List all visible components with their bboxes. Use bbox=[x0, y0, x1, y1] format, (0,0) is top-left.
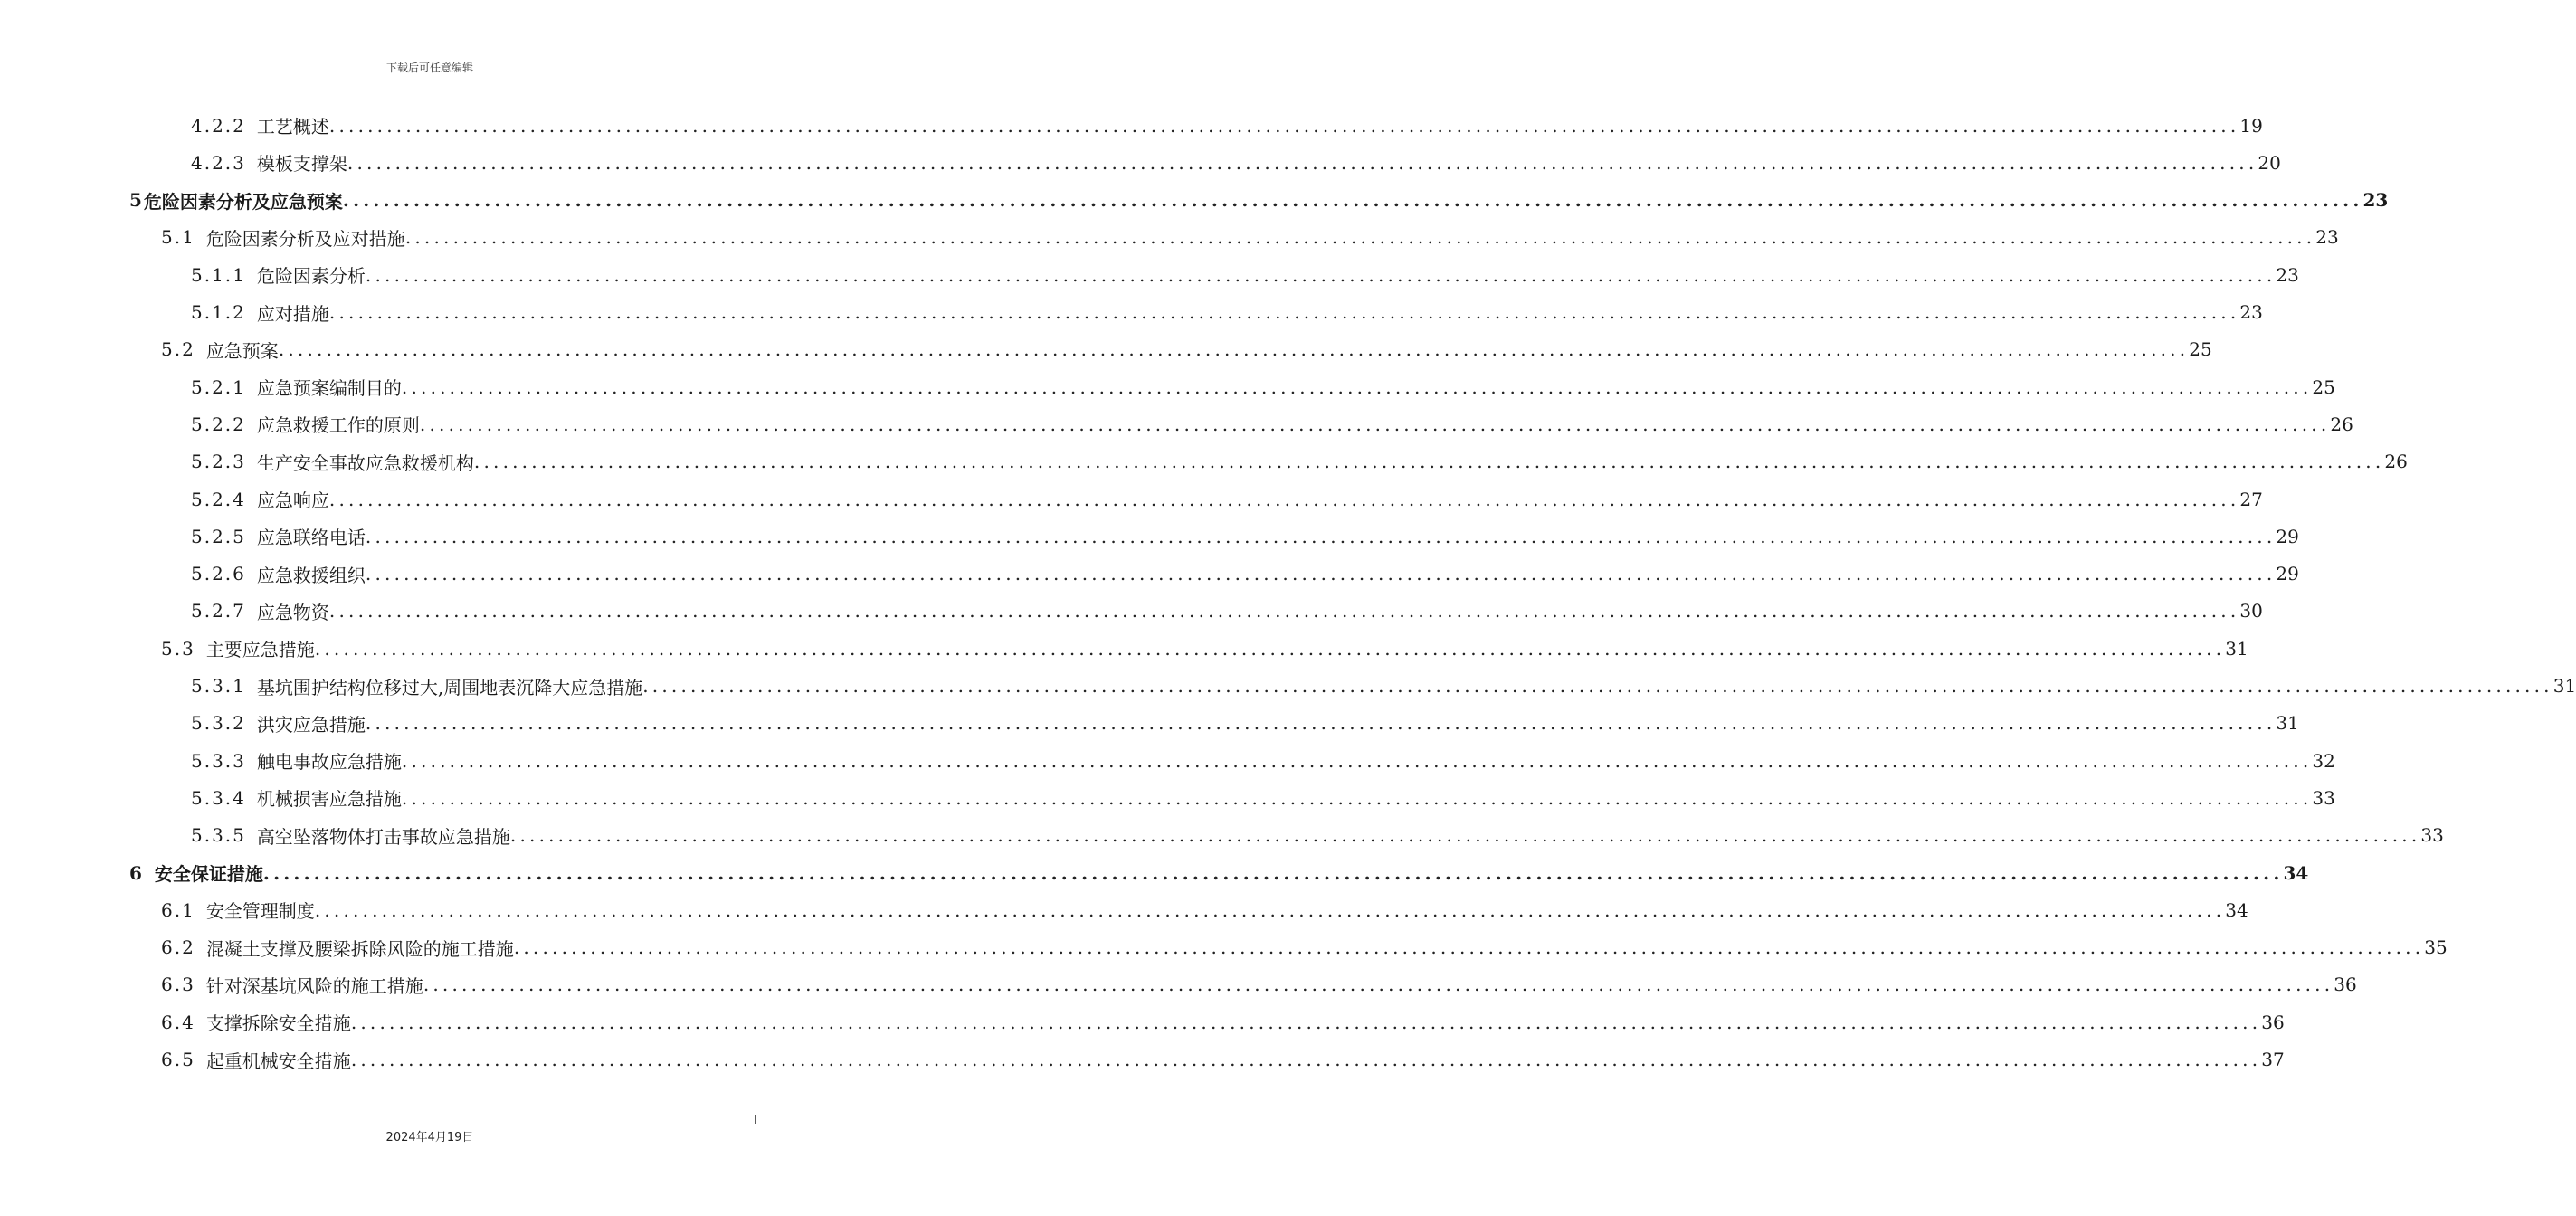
toc-entry[interactable] bbox=[191, 294, 2263, 331]
toc-dot-leader: ........................................................................................................................................................................................................ bbox=[401, 375, 2313, 398]
toc-entry[interactable] bbox=[191, 817, 2444, 854]
toc-entry[interactable] bbox=[161, 630, 2248, 667]
toc-dot-leader: ........................................................................................................................................................................................................ bbox=[328, 488, 2240, 510]
toc-entry-number: 6.3 bbox=[161, 974, 195, 996]
toc-entry-page: 31 bbox=[2225, 637, 2248, 660]
toc-dot-leader: ........................................................................................................................................................................................................ bbox=[473, 451, 2385, 473]
toc-entry-page: 35 bbox=[2424, 936, 2448, 959]
toc-entry-title: 主要应急措施 bbox=[205, 639, 315, 661]
toc-entry-number: 6.1 bbox=[161, 898, 195, 921]
toc-entry-title: 基坑围护结构位移过大,周围地表沉降大应急措施 bbox=[256, 676, 643, 698]
toc-entry-title: 应急救援组织 bbox=[256, 564, 366, 586]
toc-entry-title: 模板支撑架 bbox=[256, 153, 347, 176]
toc-entry-title: 应急预案 bbox=[205, 339, 279, 362]
toc-entry-title: 混凝土支撑及腰梁拆除风险的施工措施 bbox=[205, 937, 514, 960]
toc-entry-number: 5.3.4 bbox=[191, 786, 246, 809]
toc-entry[interactable] bbox=[191, 480, 2263, 518]
toc-dot-leader: ........................................................................................................................................................................................................ bbox=[314, 898, 2226, 921]
toc-entry-number: 4.2.3 bbox=[191, 151, 246, 174]
toc-entry[interactable] bbox=[191, 405, 2353, 442]
toc-entry-number: 5.2.7 bbox=[191, 600, 246, 622]
toc-entry-number: 6 bbox=[129, 861, 142, 884]
toc-entry[interactable] bbox=[161, 966, 2357, 1003]
toc-entry[interactable] bbox=[191, 518, 2299, 555]
toc-entry-title: 高空坠落物体打击事故应急措施 bbox=[256, 825, 510, 848]
toc-entry-page: 29 bbox=[2276, 563, 2299, 585]
toc-entry[interactable] bbox=[161, 929, 2448, 966]
toc-entry[interactable] bbox=[191, 144, 2281, 181]
toc-entry-page: 32 bbox=[2312, 749, 2335, 772]
toc-entry-page: 31 bbox=[2276, 712, 2299, 735]
toc-entry-page: 30 bbox=[2239, 600, 2263, 622]
toc-entry-page: 26 bbox=[2384, 451, 2408, 473]
toc-entry[interactable] bbox=[191, 443, 2408, 480]
toc-dot-leader: ........................................................................................................................................................................................................ bbox=[314, 637, 2226, 660]
toc-entry-number: 5.2.5 bbox=[191, 525, 246, 547]
page-number: I bbox=[754, 1114, 757, 1127]
toc-entry[interactable] bbox=[161, 1041, 2285, 1078]
toc-entry-page: 36 bbox=[2261, 1011, 2285, 1033]
toc-entry-title: 生产安全事故应急救援机构 bbox=[256, 451, 474, 474]
toc-dot-leader: ........................................................................................................................................................................................................ bbox=[342, 189, 2363, 212]
toc-entry[interactable] bbox=[161, 891, 2248, 928]
toc-dot-leader: ........................................................................................................................................................................................................ bbox=[509, 824, 2421, 847]
toc-dot-leader: ........................................................................................................................................................................................................ bbox=[365, 563, 2277, 585]
toc-entry[interactable] bbox=[161, 1003, 2285, 1040]
toc-entry-page: 23 bbox=[2315, 226, 2339, 249]
toc-entry-page: 26 bbox=[2330, 413, 2353, 435]
toc-entry-number: 5.3.1 bbox=[191, 675, 246, 697]
toc-entry-page: 37 bbox=[2261, 1049, 2285, 1070]
toc-entry-number: 5.1 bbox=[161, 226, 195, 249]
toc-entry-number: 6.2 bbox=[161, 936, 195, 959]
toc-entry-title: 应急救援工作的原则 bbox=[256, 414, 420, 437]
toc-entry-page: 27 bbox=[2239, 488, 2263, 510]
toc-entry-number: 5.1.1 bbox=[191, 263, 246, 286]
toc-entry-page: 23 bbox=[2362, 189, 2389, 212]
toc-entry-page: 29 bbox=[2276, 525, 2299, 547]
toc-entry-page: 25 bbox=[2189, 338, 2212, 361]
toc-dot-leader: ........................................................................................................................................................................................................ bbox=[365, 263, 2277, 286]
toc-entry-title: 起重机械安全措施 bbox=[205, 1050, 351, 1072]
toc-entry-title: 安全管理制度 bbox=[205, 900, 315, 923]
toc-dot-leader: ........................................................................................................................................................................................................ bbox=[262, 861, 2284, 884]
toc-entry-page: 19 bbox=[2239, 114, 2263, 137]
toc-dot-leader: ........................................................................................................................................................................................................ bbox=[419, 413, 2331, 435]
toc-dot-leader: ........................................................................................................................................................................................................ bbox=[328, 600, 2240, 622]
toc-entry-title: 应急物资 bbox=[256, 601, 329, 623]
toc-entry-page: 34 bbox=[2225, 898, 2248, 921]
toc-entry-page: 33 bbox=[2312, 786, 2335, 809]
toc-entry-title: 应对措施 bbox=[256, 302, 329, 325]
toc-entry[interactable] bbox=[191, 107, 2263, 144]
toc-dot-leader: ........................................................................................................................................................................................................ bbox=[350, 1049, 2262, 1070]
toc-entry[interactable] bbox=[191, 256, 2299, 293]
toc-entry-title: 应急响应 bbox=[256, 489, 329, 511]
toc-entry-title: 工艺概述 bbox=[256, 116, 329, 138]
toc-entry-page: 23 bbox=[2239, 301, 2263, 323]
toc-entry-number: 5.2.2 bbox=[191, 413, 246, 435]
toc-dot-leader: ........................................................................................................................................................................................................ bbox=[328, 114, 2240, 137]
toc-entry-number: 5.3.2 bbox=[191, 712, 246, 735]
toc-dot-leader: ........................................................................................................................................................................................................ bbox=[328, 301, 2240, 323]
toc-entry-title: 触电事故应急措施 bbox=[256, 751, 402, 774]
toc-entry-title: 应急联络电话 bbox=[256, 527, 366, 549]
toc-entry[interactable] bbox=[191, 593, 2263, 630]
toc-dot-leader: ........................................................................................................................................................................................................ bbox=[347, 151, 2258, 174]
toc-entry[interactable] bbox=[191, 779, 2335, 816]
toc-dot-leader: ........................................................................................................................................................................................................ bbox=[350, 1011, 2262, 1033]
toc-entry-number: 5.2.4 bbox=[191, 488, 246, 510]
toc-dot-leader: ........................................................................................................................................................................................................ bbox=[278, 338, 2190, 361]
toc-entry[interactable] bbox=[191, 705, 2299, 742]
toc-entry-number: 5 bbox=[129, 189, 142, 212]
page-footer-date: 2024年4月19日 bbox=[385, 1131, 474, 1145]
toc-entry-page: 36 bbox=[2334, 974, 2357, 996]
toc-entry-number: 6.4 bbox=[161, 1011, 195, 1033]
toc-entry[interactable] bbox=[161, 331, 2212, 368]
toc-entry-page: 33 bbox=[2420, 824, 2444, 847]
toc-entry-title: 机械损害应急措施 bbox=[256, 788, 402, 811]
toc-entry-number: 5.3.3 bbox=[191, 749, 246, 772]
toc-entry-number: 5.2.3 bbox=[191, 451, 246, 473]
toc-entry-title: 危险因素分析及应对措施 bbox=[205, 227, 405, 250]
toc-dot-leader: ........................................................................................................................................................................................................ bbox=[401, 749, 2313, 772]
toc-entry-page: 31 bbox=[2552, 675, 2576, 697]
toc-dot-leader: ........................................................................................................................................................................................................ bbox=[423, 974, 2334, 996]
toc-entry-page: 25 bbox=[2312, 375, 2335, 398]
toc-entry-title: 危险因素分析及应急预案 bbox=[143, 190, 343, 213]
toc-entry-number: 5.2.1 bbox=[191, 375, 246, 398]
toc-entry-title: 安全保证措施 bbox=[154, 863, 263, 885]
toc-entry-title: 洪灾应急措施 bbox=[256, 713, 366, 736]
toc-entry-number: 5.3 bbox=[161, 637, 195, 660]
toc-entry-number: 5.3.5 bbox=[191, 824, 246, 847]
toc-dot-leader: ........................................................................................................................................................................................................ bbox=[365, 712, 2277, 735]
toc-entry-title: 支撑拆除安全措施 bbox=[205, 1012, 351, 1035]
toc-entry[interactable] bbox=[161, 219, 2339, 256]
toc-dot-leader: ........................................................................................................................................................................................................ bbox=[642, 675, 2553, 697]
toc-entry[interactable] bbox=[191, 668, 2576, 705]
toc-entry-number: 5.2 bbox=[161, 338, 195, 361]
toc-entry[interactable] bbox=[191, 556, 2299, 593]
toc-entry-number: 5.1.2 bbox=[191, 301, 246, 323]
toc-entry[interactable] bbox=[191, 368, 2335, 405]
toc-entry-number: 6.5 bbox=[161, 1049, 195, 1070]
toc-dot-leader: ........................................................................................................................................................................................................ bbox=[404, 226, 2316, 249]
toc-entry-title: 危险因素分析 bbox=[256, 265, 366, 288]
toc-entry[interactable] bbox=[129, 854, 2309, 891]
toc-entry[interactable] bbox=[129, 182, 2389, 219]
page-header: 下载后可任意编辑 bbox=[385, 62, 473, 74]
toc-entry-number: 4.2.2 bbox=[191, 114, 246, 137]
toc-entry-page: 20 bbox=[2258, 151, 2281, 174]
toc-dot-leader: ........................................................................................................................................................................................................ bbox=[401, 786, 2313, 809]
toc-dot-leader: ........................................................................................................................................................................................................ bbox=[513, 936, 2425, 959]
toc-dot-leader: ........................................................................................................................................................................................................ bbox=[365, 525, 2277, 547]
toc-entry-page: 34 bbox=[2283, 861, 2309, 884]
toc-entry-page: 23 bbox=[2276, 263, 2299, 286]
toc-entry-number: 5.2.6 bbox=[191, 563, 246, 585]
toc-entry[interactable] bbox=[191, 742, 2335, 779]
toc-entry-title: 针对深基坑风险的施工措施 bbox=[205, 974, 423, 997]
toc-entry-title: 应急预案编制目的 bbox=[256, 377, 402, 400]
